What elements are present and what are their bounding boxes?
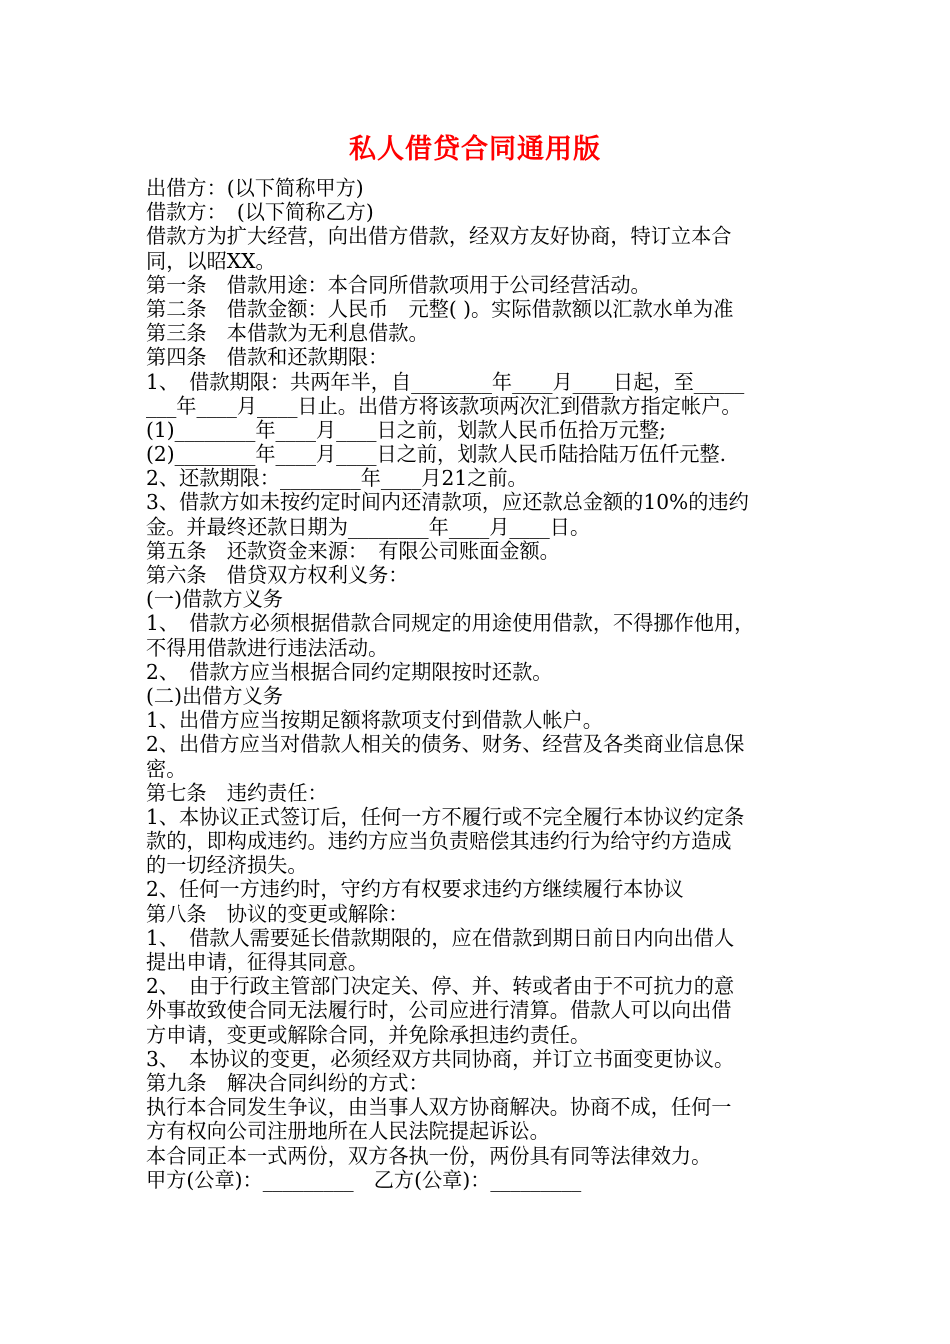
text-line: 的一切经济损失。 <box>146 853 308 878</box>
text-line: 密。 <box>146 756 187 781</box>
text-line: 第六条 借贷双方权利义务： <box>146 563 409 587</box>
text-line: 出借方：(以下简称甲方) <box>146 176 364 200</box>
text-line: 第九条 解决合同纠纷的方式： <box>146 1070 429 1095</box>
text-line: 外事故致使合同无法履行时，公司应进行清算。借款人可以向出借 <box>146 998 732 1023</box>
text-line: 3、 本协议的变更，必须经双方共同协商，并订立书面变更协议。 <box>146 1046 735 1071</box>
text-line: 第二条 借款金额：人民币 元整( )。实际借款额以汇款水单为准 <box>146 296 734 321</box>
text-line: 2、还款期限：________年____月21之前。 <box>146 466 528 491</box>
text-line: ___年____月____日止。出借方将该款项两次汇到借款方指定帐户。 <box>146 393 742 418</box>
signature-line: 甲方(公章)：_________ 乙方(公章)：_________ <box>146 1167 582 1192</box>
text-line: (一)借款方义务 <box>146 587 283 612</box>
text-line: 1、 借款期限：共两年半，自________年____月____日起，至_____ <box>146 369 745 394</box>
text-line: 1、出借方应当按期足额将款项支付到借款人帐户。 <box>146 708 603 733</box>
text-line: 第五条 还款资金来源： 有限公司账面金额。 <box>146 538 560 563</box>
text-line: 同，以昭XX。 <box>146 248 276 273</box>
text-line: 不得用借款进行违法活动。 <box>146 635 389 660</box>
text-line: 方申请，变更或解除合同，并免除承担违约责任。 <box>146 1022 591 1047</box>
text-line: 借款方为扩大经营，向出借方借款，经双方友好协商，特订立本合 <box>146 224 732 249</box>
text-line: 本合同正本一式两份，双方各执一份，两份具有同等法律效力。 <box>146 1143 712 1168</box>
text-line: (2)________年____月____日之前，划款人民币陆拾陆万伍仟元整. <box>146 442 727 467</box>
text-line: 第一条 借款用途：本合同所借款项用于公司经营活动。 <box>146 272 651 297</box>
text-line: 第八条 协议的变更或解除： <box>146 901 409 926</box>
text-line: 提出申请，征得其同意。 <box>146 950 369 974</box>
text-line: 1、 借款方必须根据借款合同规定的用途使用借款，不得挪作他用， <box>146 611 755 636</box>
document-title: 私人借贷合同通用版 <box>349 134 601 165</box>
text-line: 方有权向公司注册地所在人民法院提起诉讼。 <box>146 1119 550 1144</box>
text-line: 2、 借款方应当根据合同约定期限按时还款。 <box>146 659 553 684</box>
text-line: (二)出借方义务 <box>146 683 283 708</box>
text-line: 第三条 本借款为无利息借款。 <box>146 321 429 346</box>
text-line: 执行本合同发生争议，由当事人双方协商解决。协商不成，任何一 <box>146 1095 732 1120</box>
text-line: 2、 由于行政主管部门决定关、停、并、转或者由于不可抗力的意 <box>146 974 735 999</box>
text-line: 3、借款方如未按约定时间内还清款项，应还款总金额的10%的违约 <box>146 490 749 515</box>
text-line: 金。并最终还款日期为________年____月____日。 <box>146 514 591 539</box>
text-line: 借款方： (以下简称乙方) <box>146 200 374 225</box>
contract-body <box>146 176 814 1192</box>
text-line: (1)________年____月____日之前，划款人民币伍拾万元整; <box>146 417 666 442</box>
text-line: 第四条 借款和还款期限： <box>146 345 389 370</box>
text-line: 款的，即构成违约。违约方应当负责赔偿其违约行为给守约方造成 <box>146 829 732 854</box>
text-line: 2、任何一方违约时，守约方有权要求违约方继续履行本协议 <box>146 877 684 902</box>
text-line: 1、本协议正式签订后，任何一方不履行或不完全履行本协议约定条 <box>146 804 745 829</box>
text-line: 第七条 违约责任： <box>146 780 328 805</box>
text-line: 2、出借方应当对借款人相关的债务、财务、经营及各类商业信息保 <box>146 732 745 757</box>
text-line: 1、 借款人需要延长借款期限的，应在借款到期日前日内向出借人 <box>146 925 735 950</box>
